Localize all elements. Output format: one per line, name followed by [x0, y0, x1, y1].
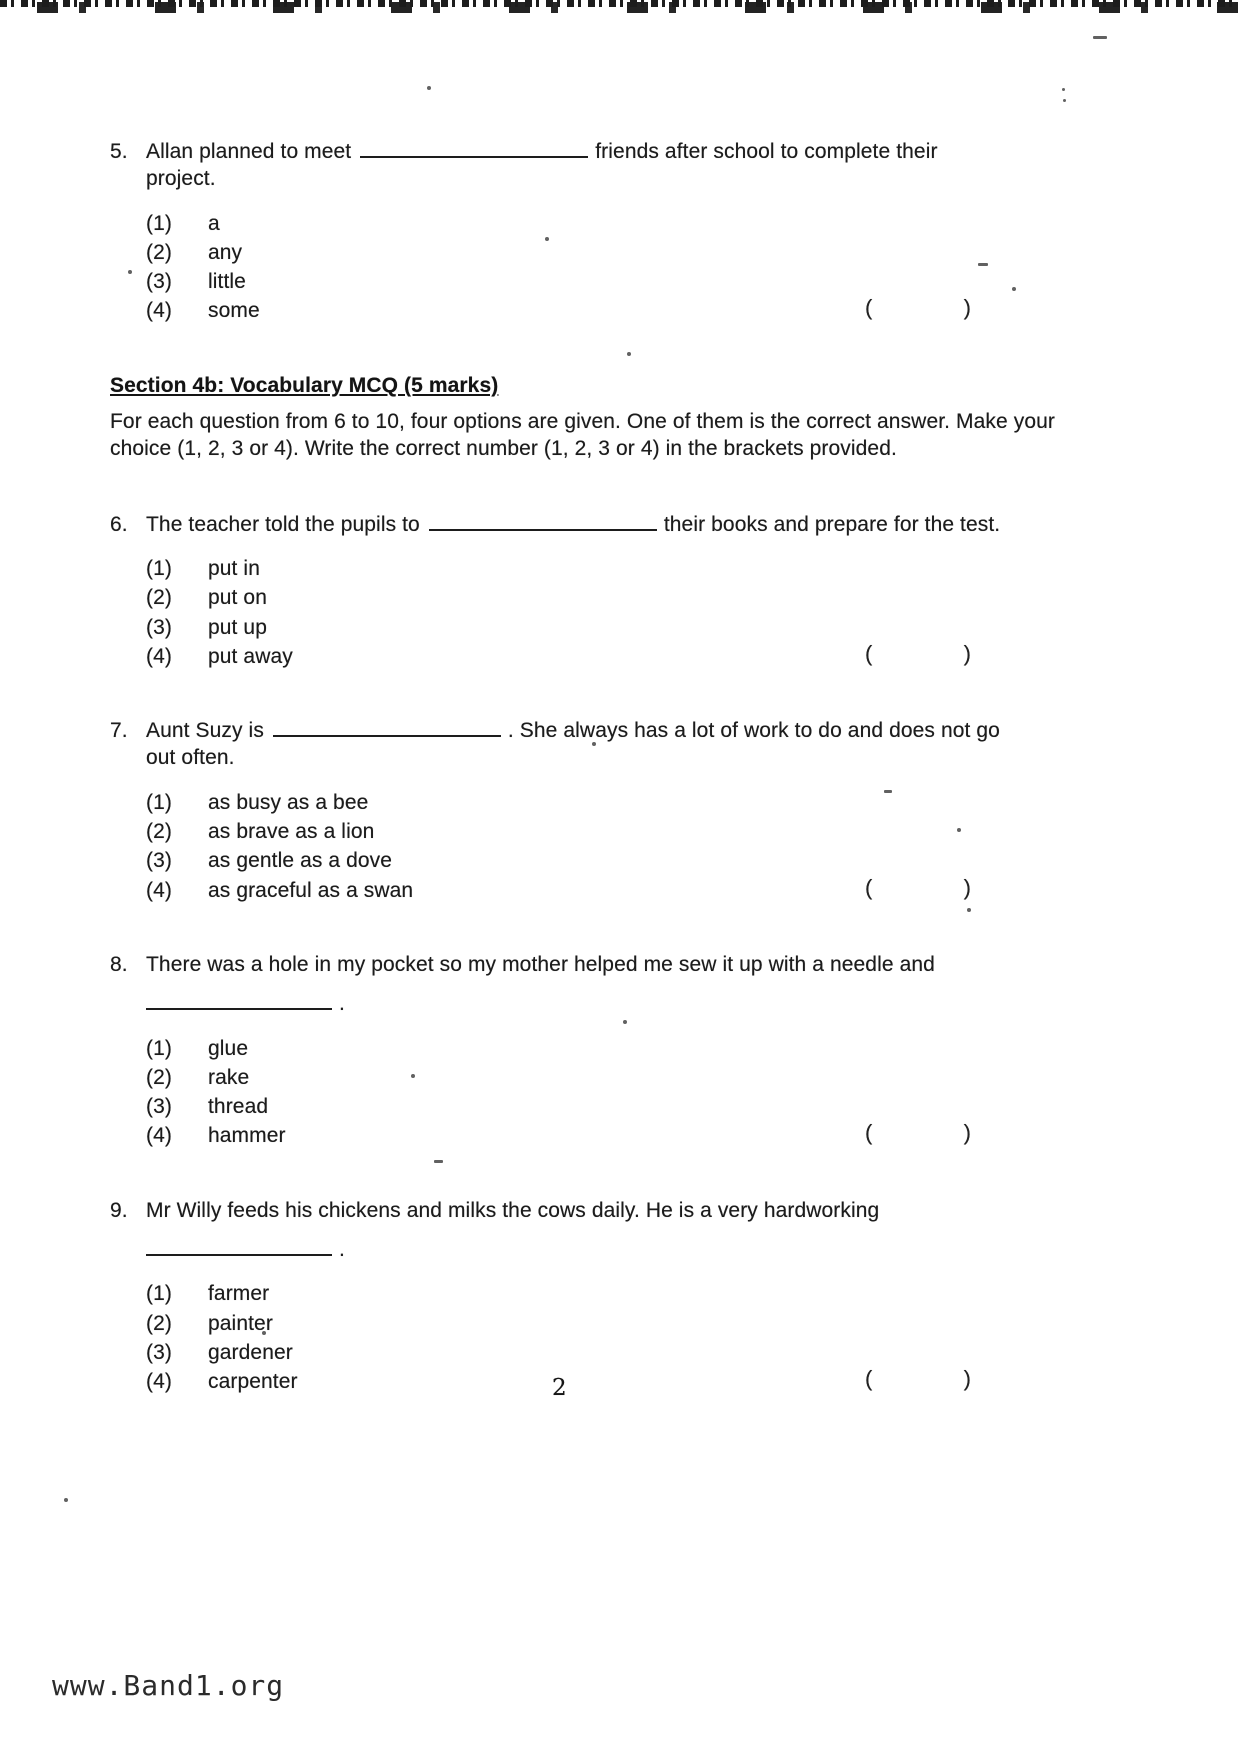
option-1 — [146, 209, 1147, 238]
answer-blank-line — [146, 1236, 1147, 1263]
option-text: glue — [208, 1036, 249, 1060]
stem-text-line2: out often. — [146, 746, 235, 770]
option-2 — [146, 1309, 1147, 1338]
option-2 — [146, 817, 1147, 846]
question-number: 6. — [110, 512, 128, 536]
option-text: put up — [208, 615, 267, 639]
stem-text-before-blank: Allan planned to meet — [146, 140, 352, 163]
stem-text-before-blank: Mr Willy feeds his chickens and milks the cows daily. He is a very hardworking — [146, 1198, 880, 1222]
bracket-close: ) — [963, 295, 971, 321]
option-3 — [146, 613, 1147, 642]
option-text: little — [208, 270, 246, 294]
option-1 — [146, 788, 1147, 817]
option-text: any — [208, 240, 243, 264]
stem-text-before-blank: There was a hole in my pocket so my mother helped me sew it up with a needle and — [146, 952, 935, 976]
option-number: (1) — [146, 1282, 172, 1306]
question-number: 5. — [110, 140, 128, 163]
bracket-close: ) — [963, 640, 971, 666]
options-list — [146, 788, 1147, 905]
option-text: some — [208, 299, 260, 323]
question-number: 9. — [110, 1198, 128, 1222]
option-text: put on — [208, 586, 267, 610]
answer-brackets — [865, 294, 971, 323]
option-4 — [146, 876, 1147, 905]
option-number: (4) — [146, 878, 172, 902]
option-number: (3) — [146, 849, 172, 873]
question-stem — [110, 951, 1147, 1018]
stem-text-after-blank: . — [339, 992, 345, 1016]
option-number: (2) — [146, 1311, 172, 1335]
answer-blank — [429, 511, 657, 531]
stem-text-after-blank: their books and prepare for the test. — [663, 512, 1001, 536]
stem-text-line2: project. — [146, 167, 216, 191]
question-text — [146, 138, 1147, 193]
option-text: carpenter — [208, 1370, 298, 1394]
option-text: put in — [208, 556, 260, 580]
scan-speck — [64, 1498, 68, 1502]
answer-brackets — [865, 1365, 971, 1394]
option-text: gardener — [208, 1340, 293, 1364]
option-1 — [146, 554, 1147, 583]
option-3 — [146, 846, 1147, 875]
bracket-open: ( — [865, 295, 873, 321]
question-6 — [110, 511, 1147, 671]
option-number: (2) — [146, 1065, 172, 1089]
option-4 — [146, 1121, 1147, 1150]
option-4 — [146, 1367, 1147, 1396]
question-stem — [110, 1197, 1147, 1264]
answer-brackets — [865, 640, 971, 669]
bracket-open: ( — [865, 640, 873, 666]
stem-text-after-blank: . She always has a lot of work to do and does not go — [507, 719, 1000, 743]
bracket-close: ) — [963, 874, 971, 900]
option-text: put away — [208, 644, 293, 668]
option-number: (3) — [146, 1340, 172, 1364]
option-text: as brave as a lion — [208, 820, 375, 844]
question-9 — [110, 1197, 1147, 1397]
option-number: (4) — [146, 644, 172, 668]
answer-blank — [146, 1236, 332, 1256]
option-number: (1) — [146, 1036, 172, 1060]
option-text: thread — [208, 1095, 269, 1119]
answer-brackets — [865, 1119, 971, 1148]
question-text — [146, 717, 1147, 772]
footer-watermark-url: www.Band1.org — [52, 1669, 285, 1702]
option-number: (3) — [146, 270, 172, 294]
option-number: (4) — [146, 299, 172, 323]
option-2 — [146, 1063, 1147, 1092]
question-5 — [110, 138, 1147, 326]
stem-text-before-blank: Aunt Suzy is — [146, 719, 264, 743]
bracket-open: ( — [865, 1120, 873, 1146]
option-number: (4) — [146, 1370, 172, 1394]
question-7 — [110, 717, 1147, 905]
option-number: (2) — [146, 586, 172, 610]
section-instructions: For each question from 6 to 10, four options are given. One of them is the correct answer. Make your choice (1, 2, 3 or 4). Write the correct number (1, 2, 3 or 4) in the brackets provided. — [110, 410, 1055, 461]
questions-list — [110, 511, 1147, 1397]
option-1 — [146, 1279, 1147, 1308]
answer-brackets — [865, 874, 971, 903]
option-text: hammer — [208, 1124, 286, 1148]
option-4 — [146, 642, 1147, 671]
bracket-open: ( — [865, 1366, 873, 1392]
question-text — [146, 1197, 1147, 1264]
option-number: (1) — [146, 790, 172, 814]
option-number: (1) — [146, 211, 172, 235]
answer-blank-line — [146, 990, 1147, 1017]
question-5-slot — [110, 138, 1147, 326]
option-number: (3) — [146, 615, 172, 639]
options-list — [146, 1034, 1147, 1151]
question-text — [146, 951, 1147, 1018]
option-text: farmer — [208, 1282, 270, 1306]
bracket-close: ) — [963, 1366, 971, 1392]
option-number: (2) — [146, 240, 172, 264]
option-3 — [146, 267, 1147, 296]
option-text: as gentle as a dove — [208, 849, 393, 873]
option-2 — [146, 238, 1147, 267]
option-text: as busy as a bee — [208, 790, 369, 814]
bracket-open: ( — [865, 874, 873, 900]
options-list — [146, 209, 1147, 326]
option-text: painter — [208, 1311, 273, 1335]
answer-blank — [360, 138, 588, 158]
section-heading: Section 4b: Vocabulary MCQ (5 marks) — [110, 373, 499, 397]
question-stem — [110, 138, 1147, 193]
options-list — [146, 1279, 1147, 1396]
option-number: (4) — [146, 1124, 172, 1148]
option-number: (2) — [146, 820, 172, 844]
question-text — [146, 511, 1147, 538]
stem-text-after-blank: friends after school to complete their — [595, 140, 938, 163]
option-3 — [146, 1338, 1147, 1367]
stem-text-before-blank: The teacher told the pupils to — [146, 512, 420, 536]
option-2 — [146, 583, 1147, 612]
stem-text-after-blank: . — [339, 1238, 345, 1262]
option-text: a — [208, 211, 220, 235]
option-text: rake — [208, 1065, 250, 1089]
question-stem — [110, 717, 1147, 772]
option-3 — [146, 1092, 1147, 1121]
bracket-close: ) — [963, 1120, 971, 1146]
question-number: 8. — [110, 952, 128, 976]
answer-blank — [273, 717, 501, 737]
answer-blank — [146, 990, 332, 1010]
option-4 — [146, 296, 1147, 325]
option-number: (1) — [146, 556, 172, 580]
option-number: (3) — [146, 1095, 172, 1119]
question-8 — [110, 951, 1147, 1151]
question-number: 7. — [110, 719, 128, 743]
question-stem — [110, 511, 1147, 538]
option-text: as graceful as a swan — [208, 878, 414, 902]
options-list — [146, 554, 1147, 671]
page-number: 2 — [552, 1375, 567, 1401]
option-1 — [146, 1034, 1147, 1063]
